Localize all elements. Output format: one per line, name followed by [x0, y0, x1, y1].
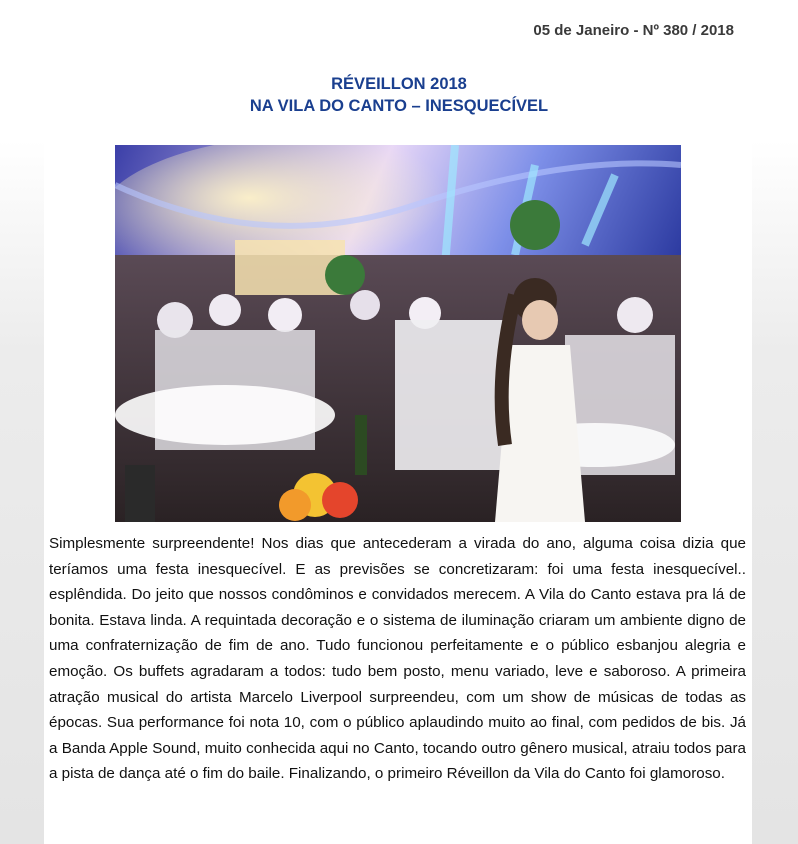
headline	[0, 73, 798, 117]
headline-line-2: NA VILA DO CANTO – INESQUECÍVEL	[249, 97, 549, 115]
article-body: Simplesmente surpreendente! Nos dias que antecederam a virada do ano, alguma coisa dizia que teríamos uma festa inesquecível. E as previsões se concretizaram: foi uma festa inesquecível.. esplêndida. Do jeito que nossos condôminos e convidados merecem. A Vila do Canto estava pra lá de bonita. Estava linda. A requintada decoração e o sistema de iluminação criaram um ambiente digno de uma confraternização de fim de ano. Tudo funcionou perfeitamente e o público esbanjou alegria e emoção. Os buffets agradaram a todos: tudo bem posto, menu variado, leve e saboroso. A primeira atração musical do artista Marcelo Liverpool surpreendeu, com um show de músicas de todas as épocas. Sua performance foi nota 10, com o público aplaudindo muito ao final, com pedidos de bis. Já a Banda Apple Sound, muito conhecida aqui no Canto, tocando outro gênero musical, atraiu todos para a pista de dança até o fim do baile. Finalizando, o primeiro Réveillon da Vila do Canto foi glamoroso.	[49, 535, 746, 783]
issue-date: 05 de Janeiro - Nº 380 / 2018	[533, 22, 734, 39]
party-photo-illustration	[115, 145, 681, 522]
headline-line-1: RÉVEILLON 2018	[331, 75, 467, 93]
party-photo	[115, 145, 681, 522]
left-page-shade	[0, 140, 44, 844]
right-page-shade	[752, 140, 798, 844]
